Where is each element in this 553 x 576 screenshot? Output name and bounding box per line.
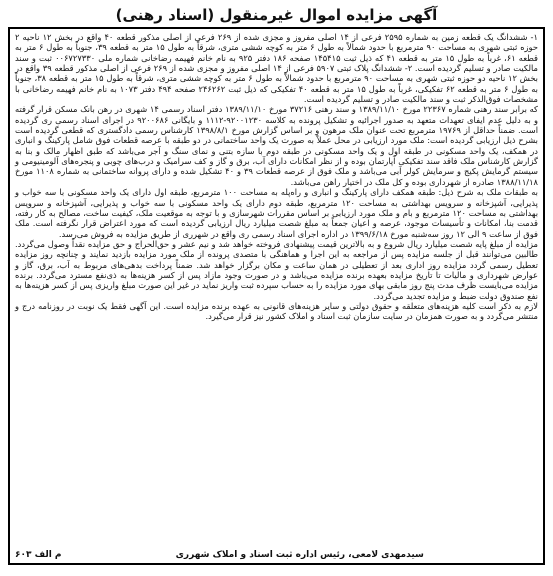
notice-paragraph: که برابر سند رهنی شماره ۲۲۳۶۷ مورخ ۱۳۸۹/۱۱/۱۰ و سند رهنی ۳۷۲۱۶ مورخ ۱۳۸۹/۱۱/۱۰ دفتر اسناد رسمی ۱۴ شهری در رهن بانک مسکن قرار گرفته و به دلیل عدم ایفای تعهدات متعهد به صدور اجرائیه و تشکیل پرونده به کلاسه ۹۲۰۰۱۲۳۰-۱۱۱۲ و بایگانی ۹۲۰۰۶۸۶ در اجرای اسناد رسمی ری گردیده است. ضمناً حداقل از ۱۹۷۶۹ مترمربع تحت عنوان ملک مرهون و بر اساس گزارش مورخ ۱۳۹۸/۸/۱ کارشناس رسمی دادگستری که قطعی گردیده است بشرح ذیل ارزیابی گردیده است: ملک مورد ارزیابی در محل عملاً به صورت یک واحد ساختمانی در دو طبقه با عرصه قطعات فوق شامل پارکینگ و انباری در همکف، یک واحد مسکونی در طبقه اول و یک واحد مسکونی در طبقه دوم با سازه بتنی و نمای سنگ و آجر می‌باشد که طبق اظهار مالک و بنا به گزارش کارشناس ملک فاقد سند تفکیکی آپارتمان بوده و از نظر امکانات دارای آب، برق و گاز و کف سرامیک و درب‌های چوبی و پنجره‌های آلومینیومی و سیستم گرمایش پکیج و سرمایش کولر آبی می‌باشد و ملک فوق از عرصه قطعات ۳۹ و ۴۰ تشکیل شده و دارای پروانه ساختمانی به شماره ۱۱۰۸ مورخ ۱۳۸۸/۱۱/۱۸ صادره از شهرداری بوده و کل ملک در اختیار راهن می‌باشد. (15, 104, 539, 187)
notice-paragraph: ۱- ششدانگ یک قطعه زمین به شماره ۲۵۹۵ فرعی از ۱۴ اصلی مفروز و مجزی شده از ۲۶۹ فرعی از اصلی مذکور قطعه ۴۰ واقع در بخش ۱۲ ناحیه ۲ حوزه ثبتی شهری به مساحت ۹۰ مترمربع با حدود شمالاً به طول ۶ متر به کوچه ششی متری، شرقاً به طول ۱۵ متر به قطعه ۳۹، جنوباً به طول ۶ متر به قطعه ۶۱، غرباً به طول ۱۵ متر به قطعه ۴۱ که ذیل ثبت ۱۴۵۴۱۵ صفحه ۱۸۶ دفتر ۹۲۵ به نام خانم فهیمه رضاخانی شماره ملی ۰۰۶۷۲۷۳۳۰ ثبت و سند مالکیت صادر و تسلیم گردیده است. ۲- ششدانگ پلاک ثبتی ۵۹۰۷ فرعی از ۱۴ اصلی مفروز و مجزی شده از ۲۶۹ فرعی از اصلی مذکور قطعه ۳۹ واقع در بخش ۱۲ ناحیه دو حوزه ثبتی شهری به مساحت ۹۰ مترمربع با حدود شمالاً به طول ۶ متر به کوچه ششی متری، شرقاً به طول ۱۵ متر به قطعه ۳۸، جنوباً به طول ۶ متر به قطعه ۶۲ تفکیکی، غرباً به طول ۱۵ متر به قطعه ۴۰ تفکیکی که ذیل ثبت ۲۴۶۲۶۲ صفحه ۴۹۴ دفتر ۱۰۷۳ به نام خانم فهیمه رضاخانی با مشخصات فوق‌الذکر ثبت و سند مالکیت صادر و تسلیم گردیده است. (15, 32, 539, 105)
reference-number: م الف ۶۰۳ (15, 550, 62, 560)
notice-footer (15, 550, 538, 560)
notice-title: آگهی مزایده اموال غیرمنقول (اسناد رهنی) (115, 6, 438, 24)
notice-paragraph: لازم به ذکر است کلیه هزینه‌های متعلقه و حقوق دولتی و سایر هزینه‌های قانونی به عهده برنده مزایده است. این آگهی فقط یک نوبت در روزنامه درج و منتشر می‌گردد و به صورت همزمان در سایت سازمان ثبت اسناد و املاک کشور نیز قرار می‌گیرد. (15, 300, 538, 322)
notice-body-frame (8, 27, 545, 565)
notice-paragraph: به طبقات ملک به شرح ذیل: طبقه همکف دارای پارکینگ و انباری و راه‌پله به مساحت ۱۰۰ مترمربع، طبقه اول دارای یک واحد مسکونی با سه خواب و پذیرایی، آشپزخانه و سرویس بهداشتی به مساحت ۱۲۰ مترمربع، طبقه دوم دارای یک واحد مسکونی با سه خواب و پذیرایی، آشپزخانه و سرویس بهداشتی به مساحت ۱۲۰ مترمربع و بام و ملک مورد ارزیابی بر اساس مقررات شهرسازی و با توجه به موقعیت ملک، کیفیت ساخت، مصالح به کار رفته، قدمت بنا، امکانات و تأسیسات موجود، عرصه و اعیان جمعاً به مبلغ شصت میلیارد ریال ارزیابی گردیده است که مورد اعتراض قرار نگرفته است. ملک فوق از ساعت ۹ الی ۱۲ روز سه‌شنبه مورخ ۱۳۹۹/۶/۱۸ در اداره اجرای اسناد رسمی ری واقع در شهرری از طریق مزایده به فروش می‌رسد. (15, 187, 538, 239)
notice-paragraph: مزایده از مبلغ پایه شصت میلیارد ریال شروع و به بالاترین قیمت پیشنهادی فروخته خواهد شد و نیم عشر و حق‌الحراج و حق مزایده نقداً وصول می‌گردد. طالبین می‌توانند قبل از جلسه مزایده پس از مراجعه به این اجرا و هماهنگی با متصدی پرونده از ملک مورد مزایده بازدید نمایند و چنانچه روز مزایده تعطیل رسمی گردد مزایده روز اداری بعد از تعطیلی در همان ساعت و مکان برگزار خواهد شد. ضمناً پرداخت بدهی‌های مربوط به آب، برق، گاز و عوارض شهرداری و مالیات تا تاریخ مزایده بعهده برنده مزایده می‌باشد و در صورت وجود مازاد پس از کسر هزینه‌ها به ذی‌نفع مسترد می‌گردد. برنده مزایده می‌بایست ظرف مدت پنج روز مابقی بهای مورد مزایده را به حساب سپرده ثبت واریز نماید در غیر این صورت مبلغ واریزی پس از کسر هزینه‌ها به نفع صندوق دولت ضبط و مزایده تجدید می‌گردد. (15, 238, 538, 301)
signature-line: سیدمهدی لامعی، رئیس اداره ثبت اسناد و املاک شهرری (175, 550, 424, 560)
